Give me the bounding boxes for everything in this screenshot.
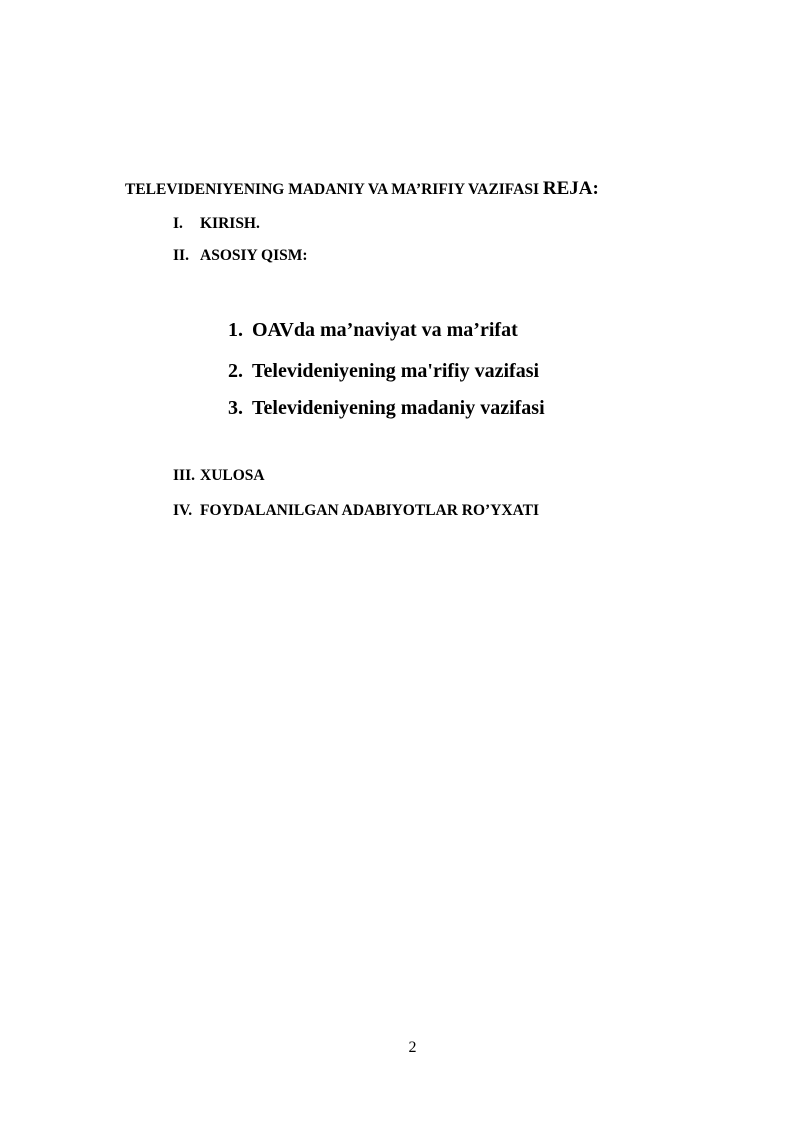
subsection-number: 1. (228, 319, 243, 341)
subsection-text: Televideniyening ma'rifiy vazifasi (252, 360, 540, 382)
subsection-number: 3. (228, 397, 243, 419)
outline-text: ASOSIY QISM: (200, 247, 308, 264)
outline-item-conclusion (173, 467, 265, 485)
outline-number: I. (173, 215, 183, 232)
outline-item-references (173, 502, 539, 520)
outline-text: XULOSA (200, 467, 265, 484)
subsection-item-1 (228, 319, 518, 342)
subsection-number: 2. (228, 360, 243, 382)
document-title (125, 178, 599, 200)
outline-text: KIRISH. (200, 215, 260, 232)
outline-item-main (173, 247, 308, 265)
outline-number: II. (173, 247, 189, 264)
subsection-item-2 (228, 360, 539, 383)
title-suffix: REJA: (542, 178, 599, 199)
subsection-text: Televideniyening madaniy vazifasi (252, 397, 545, 419)
outline-number: III. (173, 467, 195, 484)
title-text: TELEVIDENIYENING MADANIY VA MA’RIFIY VAZIFASI (125, 181, 539, 198)
outline-item-intro (173, 215, 260, 233)
outline-number: IV. (173, 502, 193, 519)
page-number: 2 (408, 1039, 417, 1056)
subsection-text: OAVda ma’naviyat va ma’rifat (252, 319, 518, 341)
subsection-item-3 (228, 397, 545, 420)
outline-text: FOYDALANILGAN ADABIYOTLAR RO’YXATI (200, 502, 540, 519)
